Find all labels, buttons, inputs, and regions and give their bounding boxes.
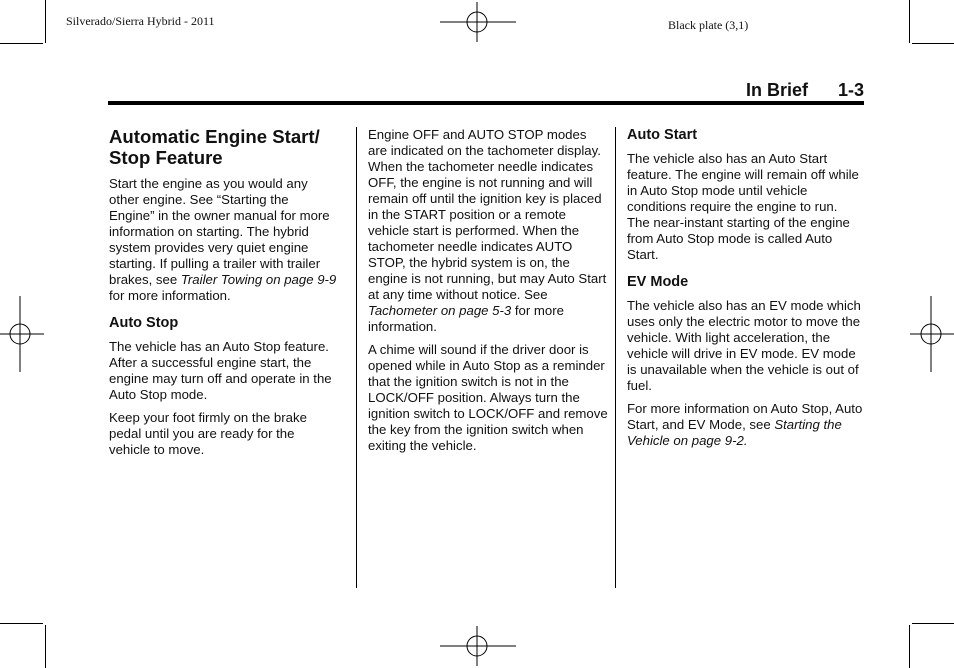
ev-mode-paragraph: The vehicle also has an EV mode which uses only the electric motor to move the vehicle. With light acceleration, the vehicle will drive in EV mode. EV mode is unavailable when the vehicle is out of fuel. <box>627 298 861 393</box>
auto-stop-paragraph-1: The vehicle has an Auto Stop feature. After a successful engine start, the engine may turn off and operate in the Auto Stop mode. <box>109 339 332 402</box>
section-title: In Brief <box>745 80 808 100</box>
tachometer-reference[interactable]: Tachometer on page 5-3 <box>368 303 512 318</box>
column-divider-2 <box>615 127 616 588</box>
section-header <box>746 80 864 101</box>
tachometer-text: Engine OFF and AUTO STOP modes are indicated on the tachometer display. When the tachometer needle indicates OFF, the engine is not running and will remain off until the ignition key is placed in the START position or a remote vehicle start is performed. When the tachometer needle indicates AUTO STOP, the hybrid system is on, the engine is not running, but may Auto Start at any time without notice. See <box>368 127 607 302</box>
auto-start-heading: Auto Start <box>627 127 698 143</box>
main-heading: Automatic Engine Start/ Stop Feature <box>109 126 320 168</box>
registration-mark-top <box>440 2 516 42</box>
trailer-towing-reference[interactable]: Trailer Towing on page 9-9 <box>180 272 337 287</box>
document-header-right: Black plate (3,1) <box>668 18 749 32</box>
intro-paragraph <box>109 176 337 304</box>
registration-mark-left <box>0 296 44 372</box>
tachometer-paragraph <box>368 127 608 335</box>
registration-mark-right <box>910 296 954 372</box>
more-information-text: For more information on Auto Stop, Auto Start, and EV Mode, see <box>627 401 863 432</box>
intro-text: Start the engine as you would any other engine. See “Starting the Engine” in the owner manual for more information on starting. The hybrid system provides very quiet engine starting. If pulling a trailer with trailer brakes, see <box>109 176 330 287</box>
column-divider-1 <box>356 127 357 588</box>
page-number: 1-3 <box>837 80 864 100</box>
starting-vehicle-reference[interactable]: Starting the Vehicle on page 9-2. <box>627 417 842 448</box>
crop-mark-top-left-horizontal <box>0 43 43 44</box>
tachometer-tail: for more information. <box>368 303 564 334</box>
header-rule <box>108 101 864 105</box>
crop-mark-bottom-right-horizontal <box>912 623 954 624</box>
crop-mark-bottom-right-vertical <box>909 625 910 668</box>
column-1 <box>109 126 337 465</box>
crop-mark-bottom-left-horizontal <box>0 623 43 624</box>
crop-mark-top-right-horizontal <box>912 43 954 44</box>
auto-stop-heading: Auto Stop <box>109 315 179 331</box>
crop-mark-bottom-left-vertical <box>45 625 46 668</box>
ev-mode-heading: EV Mode <box>627 274 689 290</box>
intro-tail: for more information. <box>109 288 231 303</box>
registration-mark-bottom <box>440 626 516 666</box>
document-header-left: Silverado/Sierra Hybrid - 2011 <box>66 14 215 28</box>
crop-mark-top-right-vertical <box>909 0 910 43</box>
more-information-paragraph <box>627 401 863 449</box>
column-2 <box>368 127 608 461</box>
auto-start-paragraph: The vehicle also has an Auto Start feature. The engine will remain off while in Auto Stop mode until vehicle conditions require the engine to run. The near-instant starting of the engine from Auto Stop mode is called Auto Start. <box>627 151 859 262</box>
auto-stop-paragraph-2: Keep your foot firmly on the brake pedal until you are ready for the vehicle to move. <box>109 410 307 457</box>
chime-paragraph: A chime will sound if the driver door is opened while in Auto Stop as a reminder that the ignition switch is not in the LOCK/OFF position. Always turn the ignition switch to LOCK/OFF and remove the key from the ignition switch when exiting the vehicle. <box>368 342 608 453</box>
crop-mark-top-left-vertical <box>45 0 46 43</box>
column-3 <box>627 126 863 456</box>
